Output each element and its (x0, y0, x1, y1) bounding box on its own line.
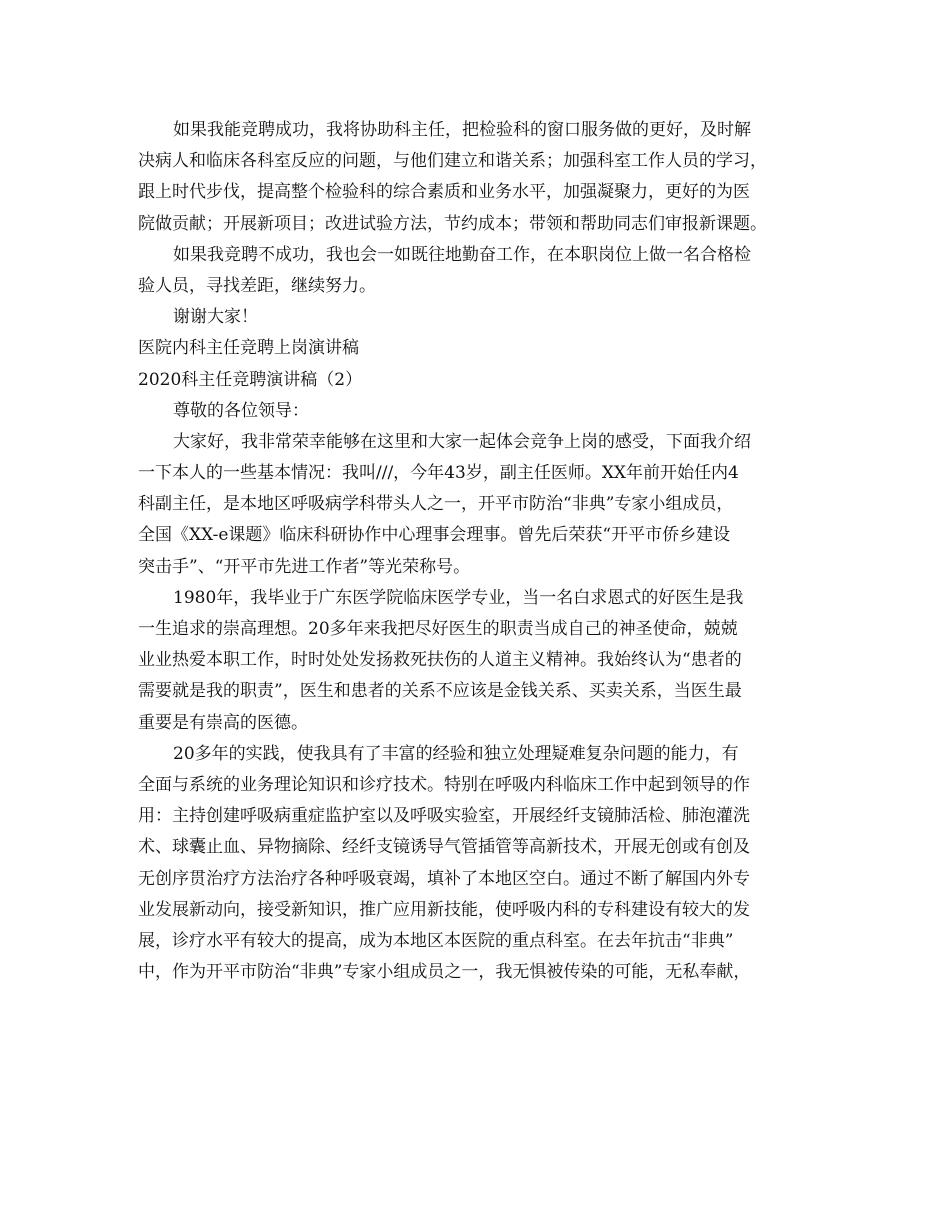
text-line: 科副主任，是本地区呼吸病学科带头人之一，开平市防治“非典”专家小组成员， (138, 494, 734, 515)
text-line: 中，作为开平市防治“非典”专家小组成员之一，我无惧被传染的可能，无私奉献， (138, 962, 751, 983)
text-line: 一生追求的崇高理想。20多年来我把尽好医生的职责当成自己的神圣使命，兢兢 (138, 619, 738, 639)
text-line: 谢谢大家！ (173, 307, 258, 328)
text-line: 突击手”、“开平市先进工作者”等光荣称号。 (138, 556, 471, 577)
text-line: 无创序贯治疗方法治疗各种呼吸衰竭，填补了本地区空白。通过不断了解国内外专 (138, 868, 750, 889)
text-line: 大家好，我非常荣幸能够在这里和大家一起体会竞争上岗的感受，下面我介绍 (173, 431, 751, 452)
text-line: 业发展新动向，接受新知识，推广应用新技能，使呼吸内科的专科建设有较大的发 (138, 899, 750, 920)
text-line: 跟上时代步伐，提高整个检验科的综合素质和业务水平，加强凝聚力，更好的为医 (138, 182, 750, 203)
text-line: 20多年的实践，使我具有了丰富的经验和独立处理疑难复杂问题的能力，有 (173, 743, 739, 764)
text-line: 用：主持创建呼吸病重症监护室以及呼吸实验室，开展经纤支镜肺活检、肺泡灌洗 (138, 806, 750, 827)
text-line: 重要是有崇高的医德。 (138, 712, 308, 733)
text-line: 术、球囊止血、异物摘除、经纤支镜诱导气管插管等高新技术，开展无创或有创及 (138, 837, 750, 858)
text-line: 需要就是我的职责”，医生和患者的关系不应该是金钱关系、买卖关系，当医生最 (138, 681, 742, 702)
text-line: 决病人和临床各科室反应的问题，与他们建立和谐关系；加强科室工作人员的学习， (138, 151, 767, 172)
text-line: 全面与系统的业务理论知识和诊疗技术。特别在呼吸内科临床工作中起到领导的作 (138, 774, 750, 795)
text-line: 医院内科主任竞聘上岗演讲稿 (138, 338, 359, 359)
text-line: 如果我竞聘不成功，我也会一如既往地勤奋工作，在本职岗位上做一名合格检 (173, 244, 751, 265)
text-line: 一下本人的一些基本情况：我叫///，今年43岁，副主任医师。XX年前开始任内4 (138, 463, 739, 484)
document-body (138, 115, 838, 988)
text-line: 2020科主任竞聘演讲稿（2） (138, 369, 363, 390)
text-line: 尊敬的各位领导： (173, 400, 309, 421)
text-line: 院做贡献；开展新项目；改进试验方法，节约成本；带领和帮助同志们审报新课题。 (138, 213, 767, 234)
text-line: 全国《XX-e课题》临床科研协作中心理事会理事。曾先后荣获“开平市侨乡建设 (138, 525, 731, 546)
text-line: 1980年，我毕业于广东医学院临床医学专业，当一名白求恩式的好医生是我 (173, 587, 744, 608)
text-line: 验人员，寻找差距，继续努力。 (138, 275, 376, 296)
text-line: 业业热爱本职工作，时时处处发扬救死扶伤的人道主义精神。我始终认为“患者的 (138, 650, 742, 671)
text-line: 如果我能竞聘成功，我将协助科主任，把检验科的窗口服务做的更好，及时解 (173, 120, 751, 140)
text-line: 展，诊疗水平有较大的提高，成为本地区本医院的重点科室。在去年抗击“非典” (138, 930, 734, 951)
